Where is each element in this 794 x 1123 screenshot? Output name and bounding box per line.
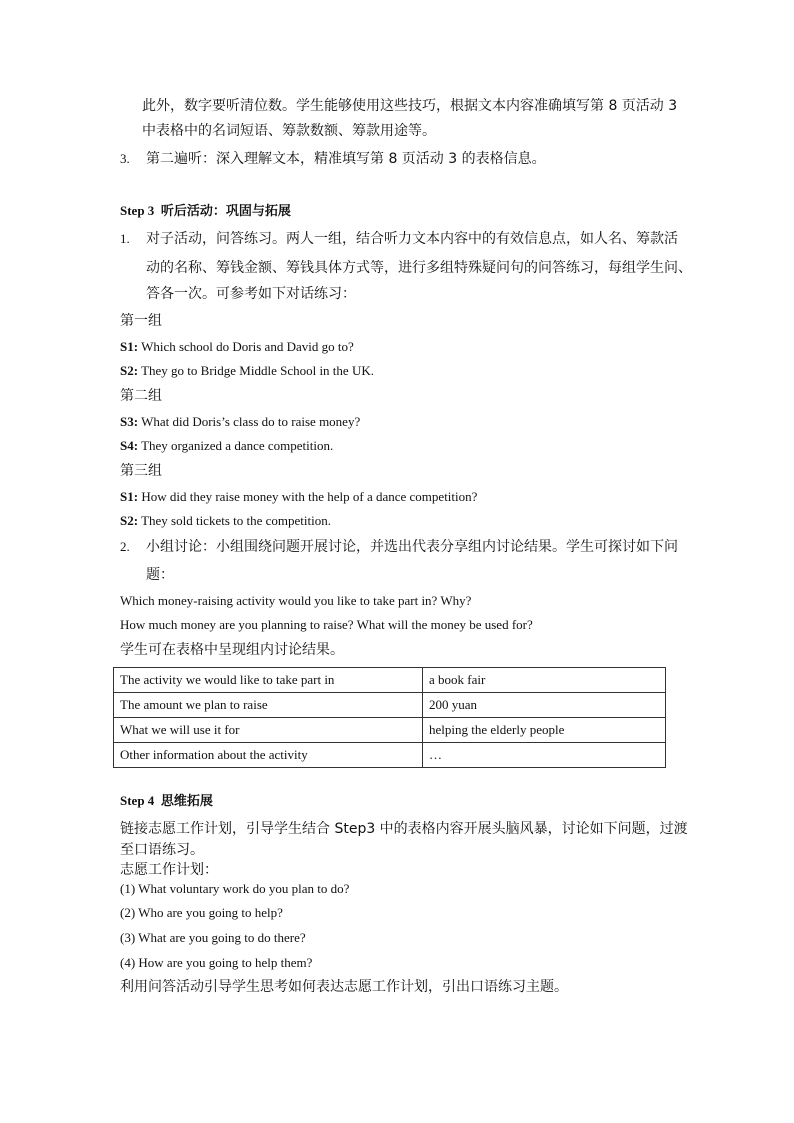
speaker-label: S1: bbox=[120, 489, 139, 504]
dialogue-line bbox=[120, 361, 374, 381]
item-text: 小组讨论：小组围绕问题开展讨论，并选出代表分享组内讨论结果。学生可探讨如下问 bbox=[146, 539, 678, 555]
table-cell: Other information about the activity bbox=[114, 743, 423, 768]
table-cell: … bbox=[423, 743, 666, 768]
discussion-question: How much money are you planning to raise? What will the money be used for? bbox=[120, 617, 533, 632]
step4-heading bbox=[120, 791, 213, 812]
speaker-label: S1: bbox=[120, 339, 139, 354]
discussion-question: Which money-raising activity would you like to take part in? Why? bbox=[120, 593, 472, 608]
dialogue-text: What did Doris’s class do to raise money? bbox=[138, 414, 361, 429]
table-row bbox=[114, 743, 666, 768]
plan-question: (1) What voluntary work do you plan to do? bbox=[120, 881, 350, 896]
item-number: 2. bbox=[120, 539, 130, 554]
table-row bbox=[114, 718, 666, 743]
table-cell: The amount we plan to raise bbox=[114, 693, 423, 718]
group-title: 第三组 bbox=[120, 463, 162, 479]
dialogue-text: They sold tickets to the competition. bbox=[138, 513, 331, 528]
table-row bbox=[114, 668, 666, 693]
item-number: 3. bbox=[120, 151, 130, 166]
intro-line-1: 此外，数字要听清位数。学生能够使用这些技巧，根据文本内容准确填写第 8 页活动 3 bbox=[142, 98, 678, 114]
step3-item-1-line-2: 动的名称、筹钱金额、筹钱具体方式等，进行多组特殊疑问句的问答练习，每组学生问、 bbox=[146, 260, 692, 276]
table-cell: helping the elderly people bbox=[423, 718, 666, 743]
plan-question: (4) How are you going to help them? bbox=[120, 955, 313, 970]
item-number: 1. bbox=[120, 231, 130, 246]
dialogue-line bbox=[120, 436, 333, 456]
plan-title: 志愿工作计划： bbox=[120, 862, 218, 878]
discussion-results-table bbox=[113, 667, 666, 768]
step3-heading-label: Step 3 bbox=[120, 203, 155, 218]
step3-heading-title: 听后活动：巩固与拓展 bbox=[160, 204, 291, 219]
dialogue-text: How did they raise money with the help of a dance competition? bbox=[138, 489, 478, 504]
dialogue-line bbox=[120, 487, 477, 507]
table-cell: 200 yuan bbox=[423, 693, 666, 718]
table-intro: 学生可在表格中呈现组内讨论结果。 bbox=[120, 642, 344, 658]
dialogue-line bbox=[120, 337, 354, 357]
step3-heading bbox=[120, 201, 291, 222]
speaker-label: S2: bbox=[120, 363, 139, 378]
step3-item-1-line-3: 答各一次。可参考如下对话练习： bbox=[146, 286, 356, 302]
table-cell: What we will use it for bbox=[114, 718, 423, 743]
item-text: 第二遍听：深入理解文本，精准填写第 8 页活动 3 的表格信息。 bbox=[146, 151, 546, 167]
speaker-label: S2: bbox=[120, 513, 139, 528]
table-cell: a book fair bbox=[423, 668, 666, 693]
step4-heading-title: 思维拓展 bbox=[160, 794, 213, 809]
step4-paragraph-line-1: 链接志愿工作计划，引导学生结合 Step3 中的表格内容开展头脑风暴，讨论如下问题，过渡 bbox=[120, 821, 688, 837]
intro-item-3 bbox=[120, 149, 546, 169]
step4-heading-label: Step 4 bbox=[120, 793, 155, 808]
plan-question: (3) What are you going to do there? bbox=[120, 930, 306, 945]
step3-item-2-line-2: 题： bbox=[146, 567, 174, 583]
dialogue-text: They organized a dance competition. bbox=[138, 438, 334, 453]
step4-paragraph-line-2: 至口语练习。 bbox=[120, 842, 204, 858]
dialogue-text: They go to Bridge Middle School in the UK. bbox=[138, 363, 374, 378]
item-text: 对子活动，问答练习。两人一组，结合听力文本内容中的有效信息点，如人名、筹款活 bbox=[146, 231, 678, 247]
dialogue-line bbox=[120, 412, 360, 432]
table-row bbox=[114, 693, 666, 718]
table-cell: The activity we would like to take part in bbox=[114, 668, 423, 693]
plan-question: (2) Who are you going to help? bbox=[120, 905, 283, 920]
group-title: 第二组 bbox=[120, 388, 162, 404]
speaker-label: S3: bbox=[120, 414, 139, 429]
dialogue-line bbox=[120, 511, 331, 531]
step3-item-1 bbox=[120, 229, 678, 249]
group-title: 第一组 bbox=[120, 313, 162, 329]
dialogue-text: Which school do Doris and David go to? bbox=[138, 339, 354, 354]
speaker-label: S4: bbox=[120, 438, 139, 453]
intro-line-2: 中表格中的名词短语、筹款数额、筹款用途等。 bbox=[142, 123, 436, 139]
step3-item-2 bbox=[120, 537, 678, 557]
step4-closing: 利用问答活动引导学生思考如何表达志愿工作计划，引出口语练习主题。 bbox=[120, 979, 568, 995]
